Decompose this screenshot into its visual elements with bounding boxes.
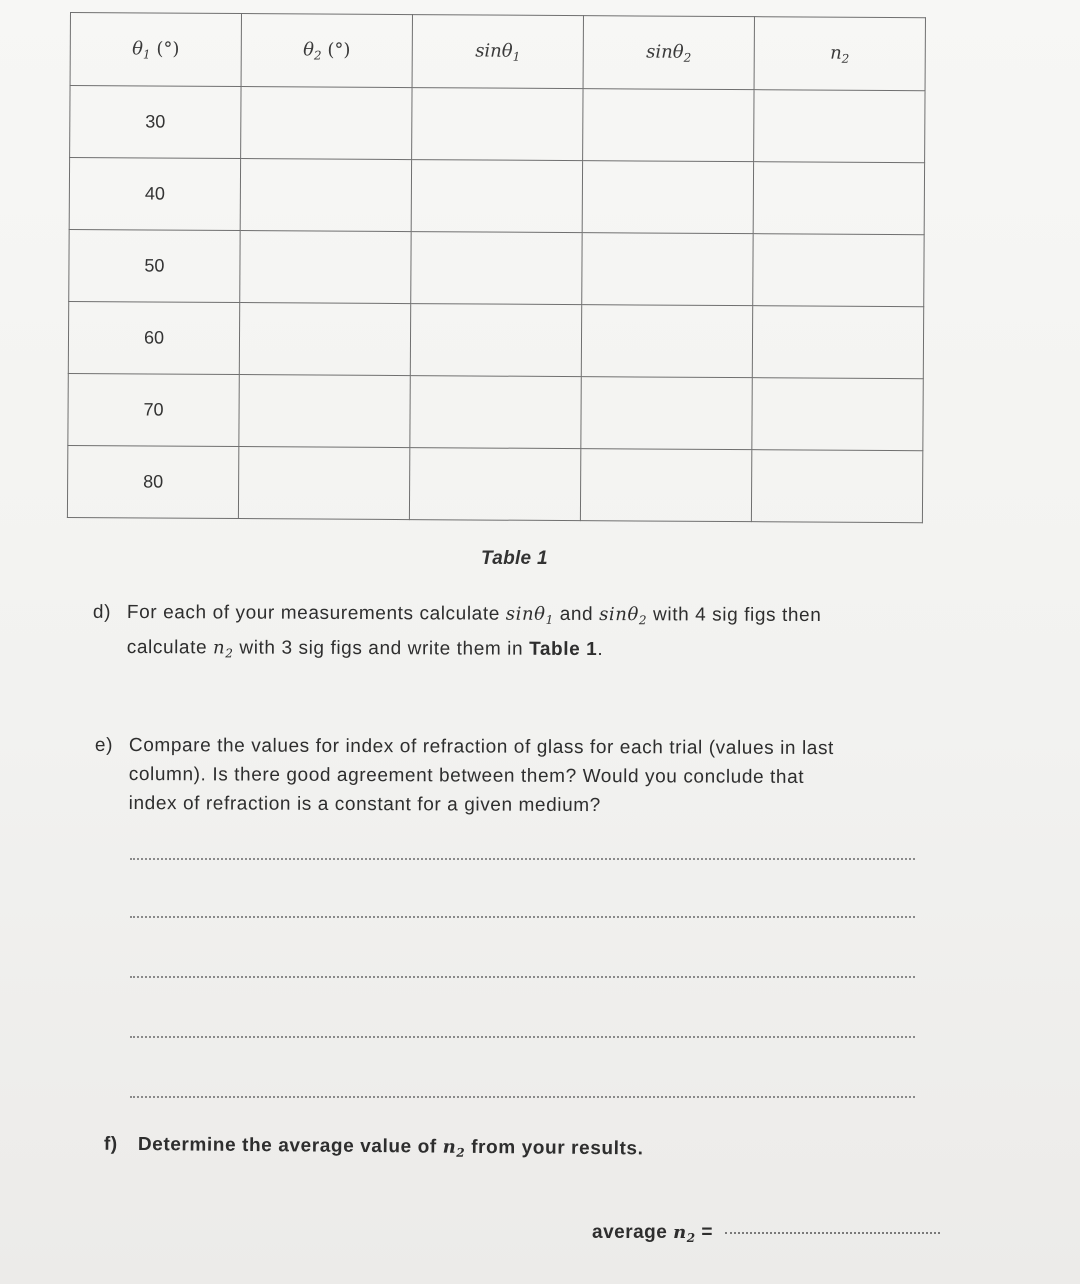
- cell-sin-theta2[interactable]: [582, 161, 753, 234]
- average-n2-answer: average $n_2$ =: [592, 1222, 940, 1245]
- header-sin-theta1: sinθ$_1$: [412, 15, 583, 89]
- answer-line[interactable]: [130, 1036, 915, 1038]
- cell-theta1: 60: [68, 301, 239, 374]
- question-e-line-1: Compare the values for index of refraction of glass for each trial (values in last: [128, 734, 834, 760]
- question-f: f) Determine the average value of $n_2$ from your results.: [138, 1130, 838, 1171]
- table-row: [68, 301, 923, 378]
- cell-n2[interactable]: [751, 450, 922, 523]
- table-row: [68, 373, 923, 450]
- header-n2: $n_2$: [754, 17, 925, 91]
- answer-line[interactable]: [130, 858, 915, 860]
- cell-sin-theta1[interactable]: [409, 448, 580, 521]
- question-e-line-2: column). Is there good agreement between them? Would you conclude that: [128, 763, 805, 788]
- header-sin-theta2: sinθ$_2$: [583, 16, 754, 90]
- table-row: [69, 229, 924, 306]
- question-e-label: e): [94, 734, 114, 756]
- table-reference: Table 1: [529, 638, 598, 661]
- cell-sin-theta1[interactable]: [411, 160, 582, 233]
- cell-theta2[interactable]: [239, 375, 410, 448]
- cell-sin-theta1[interactable]: [412, 88, 583, 161]
- cell-theta1: 30: [70, 86, 241, 159]
- cell-sin-theta1[interactable]: [410, 376, 581, 449]
- table-caption: Table 1: [481, 548, 548, 569]
- cell-n2[interactable]: [754, 90, 925, 163]
- cell-sin-theta2[interactable]: [581, 305, 752, 378]
- answer-line[interactable]: [130, 1096, 915, 1098]
- cell-n2[interactable]: [753, 162, 924, 235]
- cell-theta1: 70: [68, 373, 239, 446]
- question-f-label: f): [103, 1133, 118, 1155]
- answer-line[interactable]: [130, 916, 915, 918]
- header-theta2: $\theta_2$ (°): [241, 14, 412, 88]
- header-theta1: $\theta_1$ (°): [70, 13, 241, 87]
- cell-theta2[interactable]: [240, 159, 411, 232]
- question-d-line-1: For each of your measurements calculate sinθ$_1$ and sinθ$_2$ with 4 sig figs then: [126, 601, 822, 628]
- cell-sin-theta1[interactable]: [411, 232, 582, 305]
- refraction-data-table: [67, 12, 926, 523]
- answer-line[interactable]: [130, 976, 915, 978]
- cell-theta1: 80: [67, 445, 238, 518]
- cell-sin-theta2[interactable]: [582, 233, 753, 306]
- cell-sin-theta2[interactable]: [581, 377, 752, 450]
- cell-n2[interactable]: [752, 378, 923, 451]
- question-d-label: d): [92, 601, 112, 623]
- cell-theta2[interactable]: [239, 303, 410, 376]
- question-e-line-3: index of refraction is a constant for a given medium?: [128, 792, 601, 817]
- cell-sin-theta2[interactable]: [580, 449, 751, 522]
- cell-theta1: 40: [69, 158, 240, 231]
- table-header-row: [70, 13, 925, 91]
- question-d-line-2: calculate $n_2$ with 3 sig figs and write them in Table 1.: [126, 636, 604, 661]
- cell-n2[interactable]: [753, 234, 924, 307]
- question-e: [94, 731, 929, 821]
- cell-n2[interactable]: [752, 306, 923, 379]
- table-row: [70, 86, 925, 163]
- cell-theta2[interactable]: [241, 87, 412, 160]
- cell-theta2[interactable]: [238, 447, 409, 520]
- cell-theta2[interactable]: [240, 231, 411, 304]
- cell-sin-theta2[interactable]: [583, 89, 754, 162]
- cell-sin-theta1[interactable]: [410, 304, 581, 377]
- table-row: [69, 158, 924, 235]
- table-row: [67, 445, 922, 522]
- question-d: [92, 598, 927, 671]
- average-answer-line[interactable]: [725, 1232, 940, 1234]
- cell-theta1: 50: [69, 229, 240, 302]
